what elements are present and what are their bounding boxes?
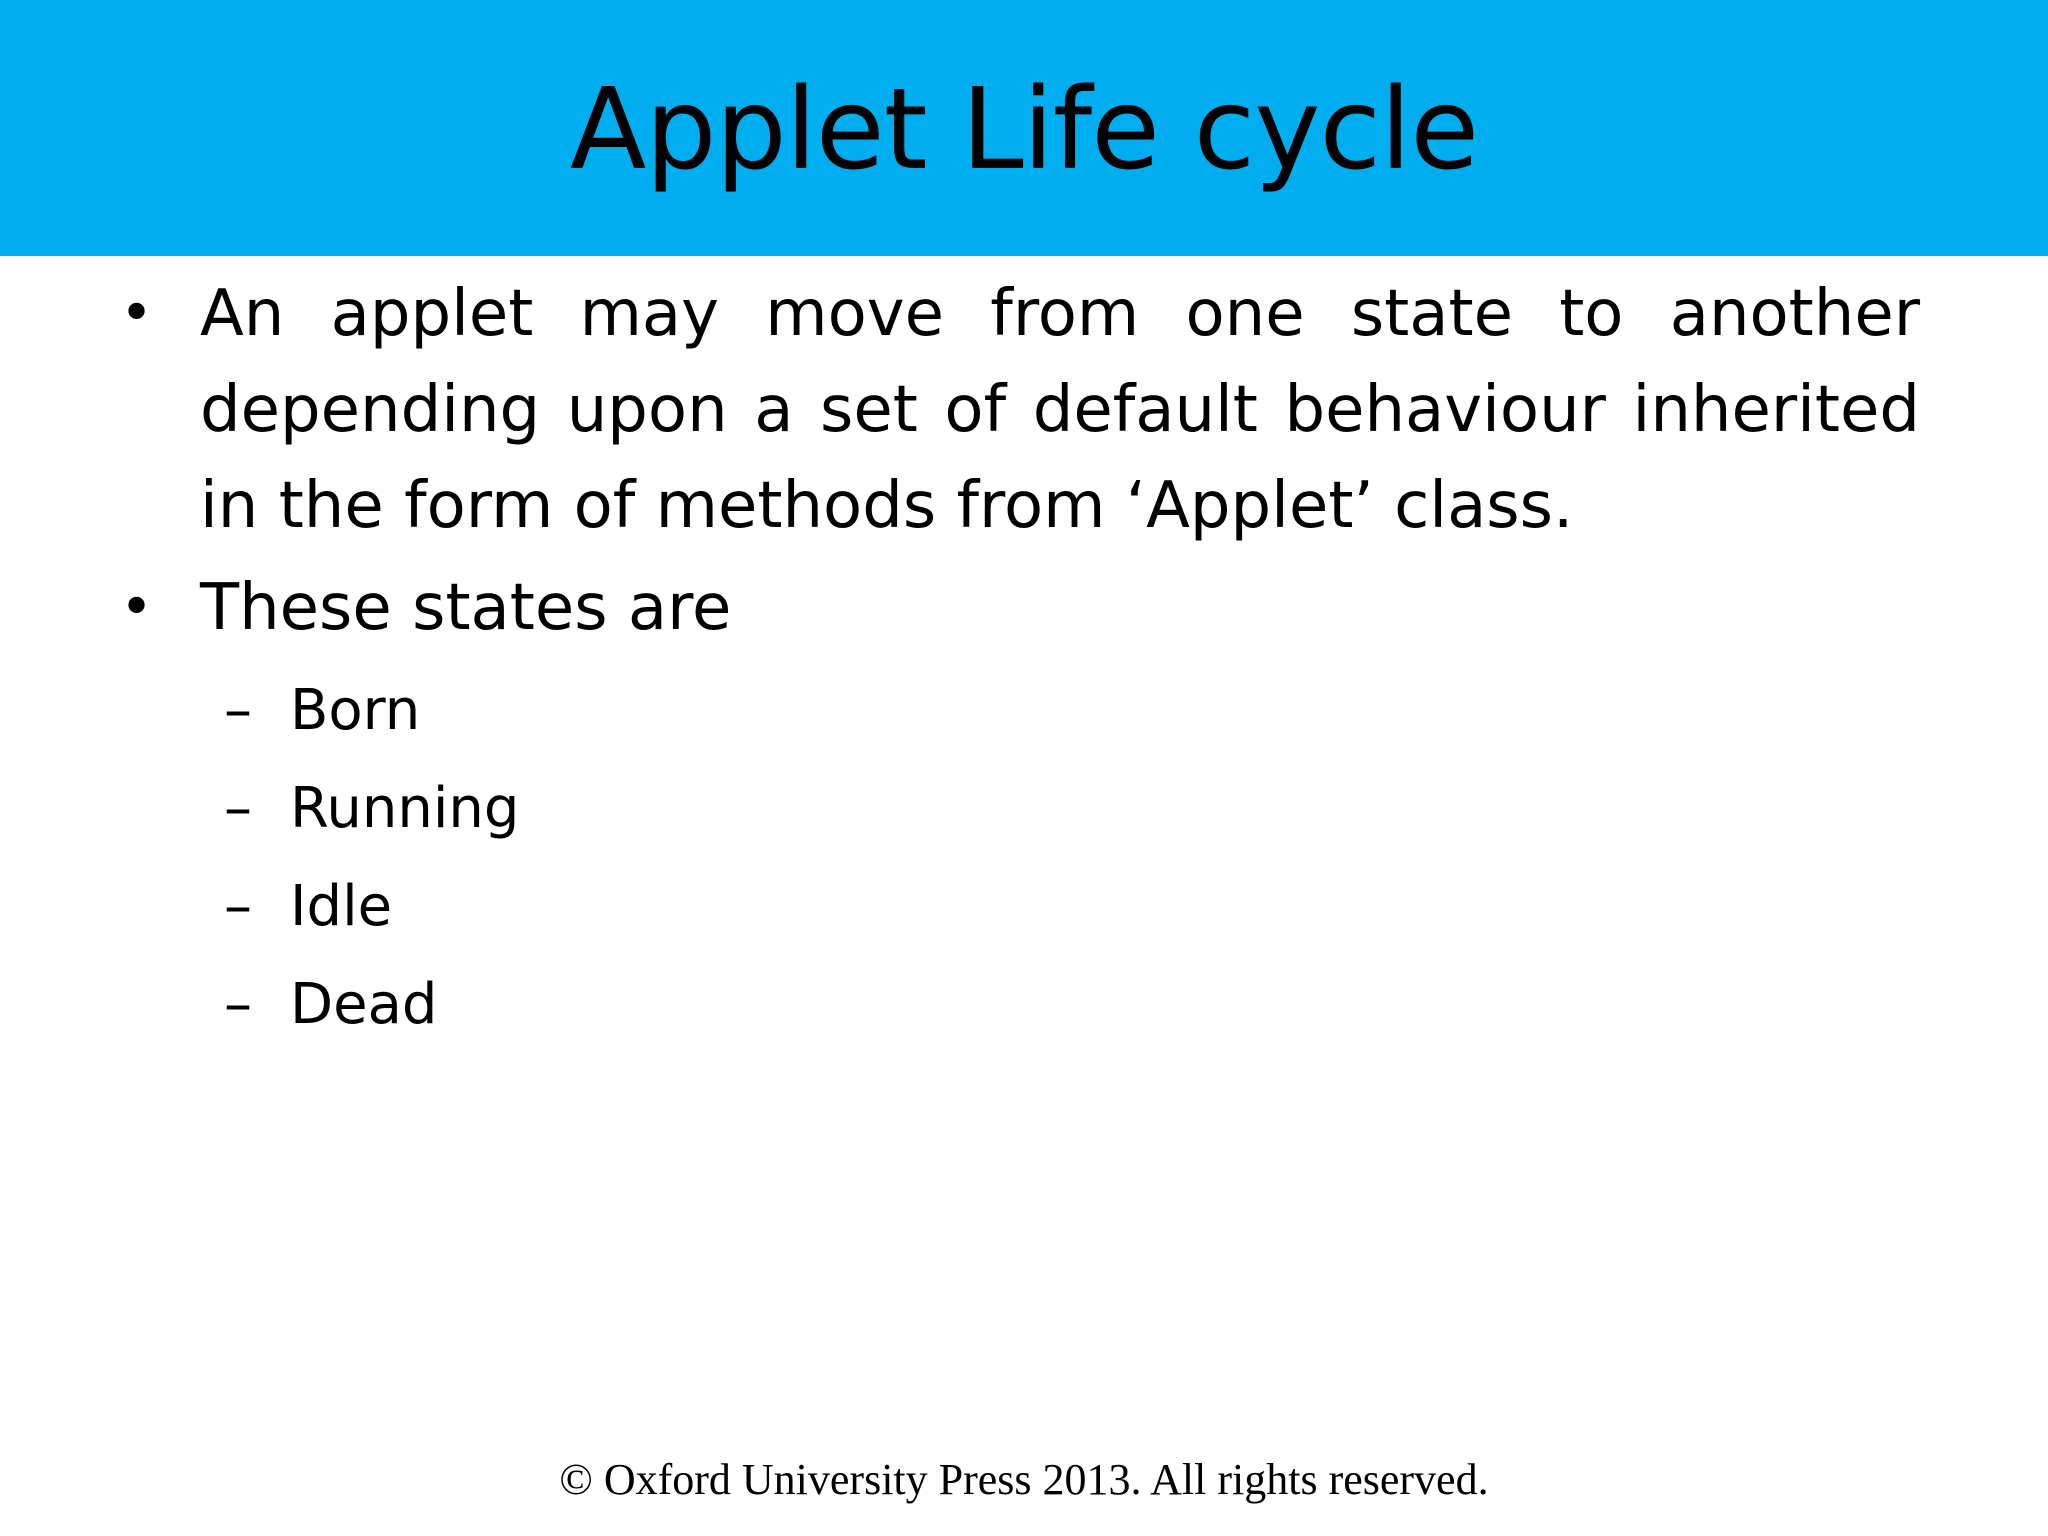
state-label: Born <box>290 678 421 743</box>
state-item-running <box>120 760 1920 858</box>
bullet-item <box>120 560 1920 656</box>
state-item-dead <box>120 956 1920 1054</box>
bullet-dot-icon: • <box>120 575 154 640</box>
copyright-footer: © Oxford University Press 2013. All rights reserved. <box>559 1455 1489 1504</box>
slide-title: Applet Life cycle <box>569 65 1479 195</box>
slide-content <box>120 266 1920 1054</box>
bullet-dot-icon: • <box>120 281 154 346</box>
dash-icon: – <box>224 874 252 939</box>
bullet-text: These states are <box>200 571 732 645</box>
state-label: Idle <box>290 874 393 939</box>
dash-icon: – <box>224 678 252 743</box>
bullet-text: An applet may move from one state to another depending upon a set of default behaviour inherited in the form of methods from ‘Applet’ class. <box>200 277 1920 543</box>
states-list <box>120 662 1920 1054</box>
dash-icon: – <box>224 776 252 841</box>
state-item-idle <box>120 858 1920 956</box>
bullet-item <box>120 266 1920 554</box>
dash-icon: – <box>224 972 252 1037</box>
state-label: Running <box>290 776 520 841</box>
state-label: Dead <box>290 972 438 1037</box>
state-item-born <box>120 662 1920 760</box>
